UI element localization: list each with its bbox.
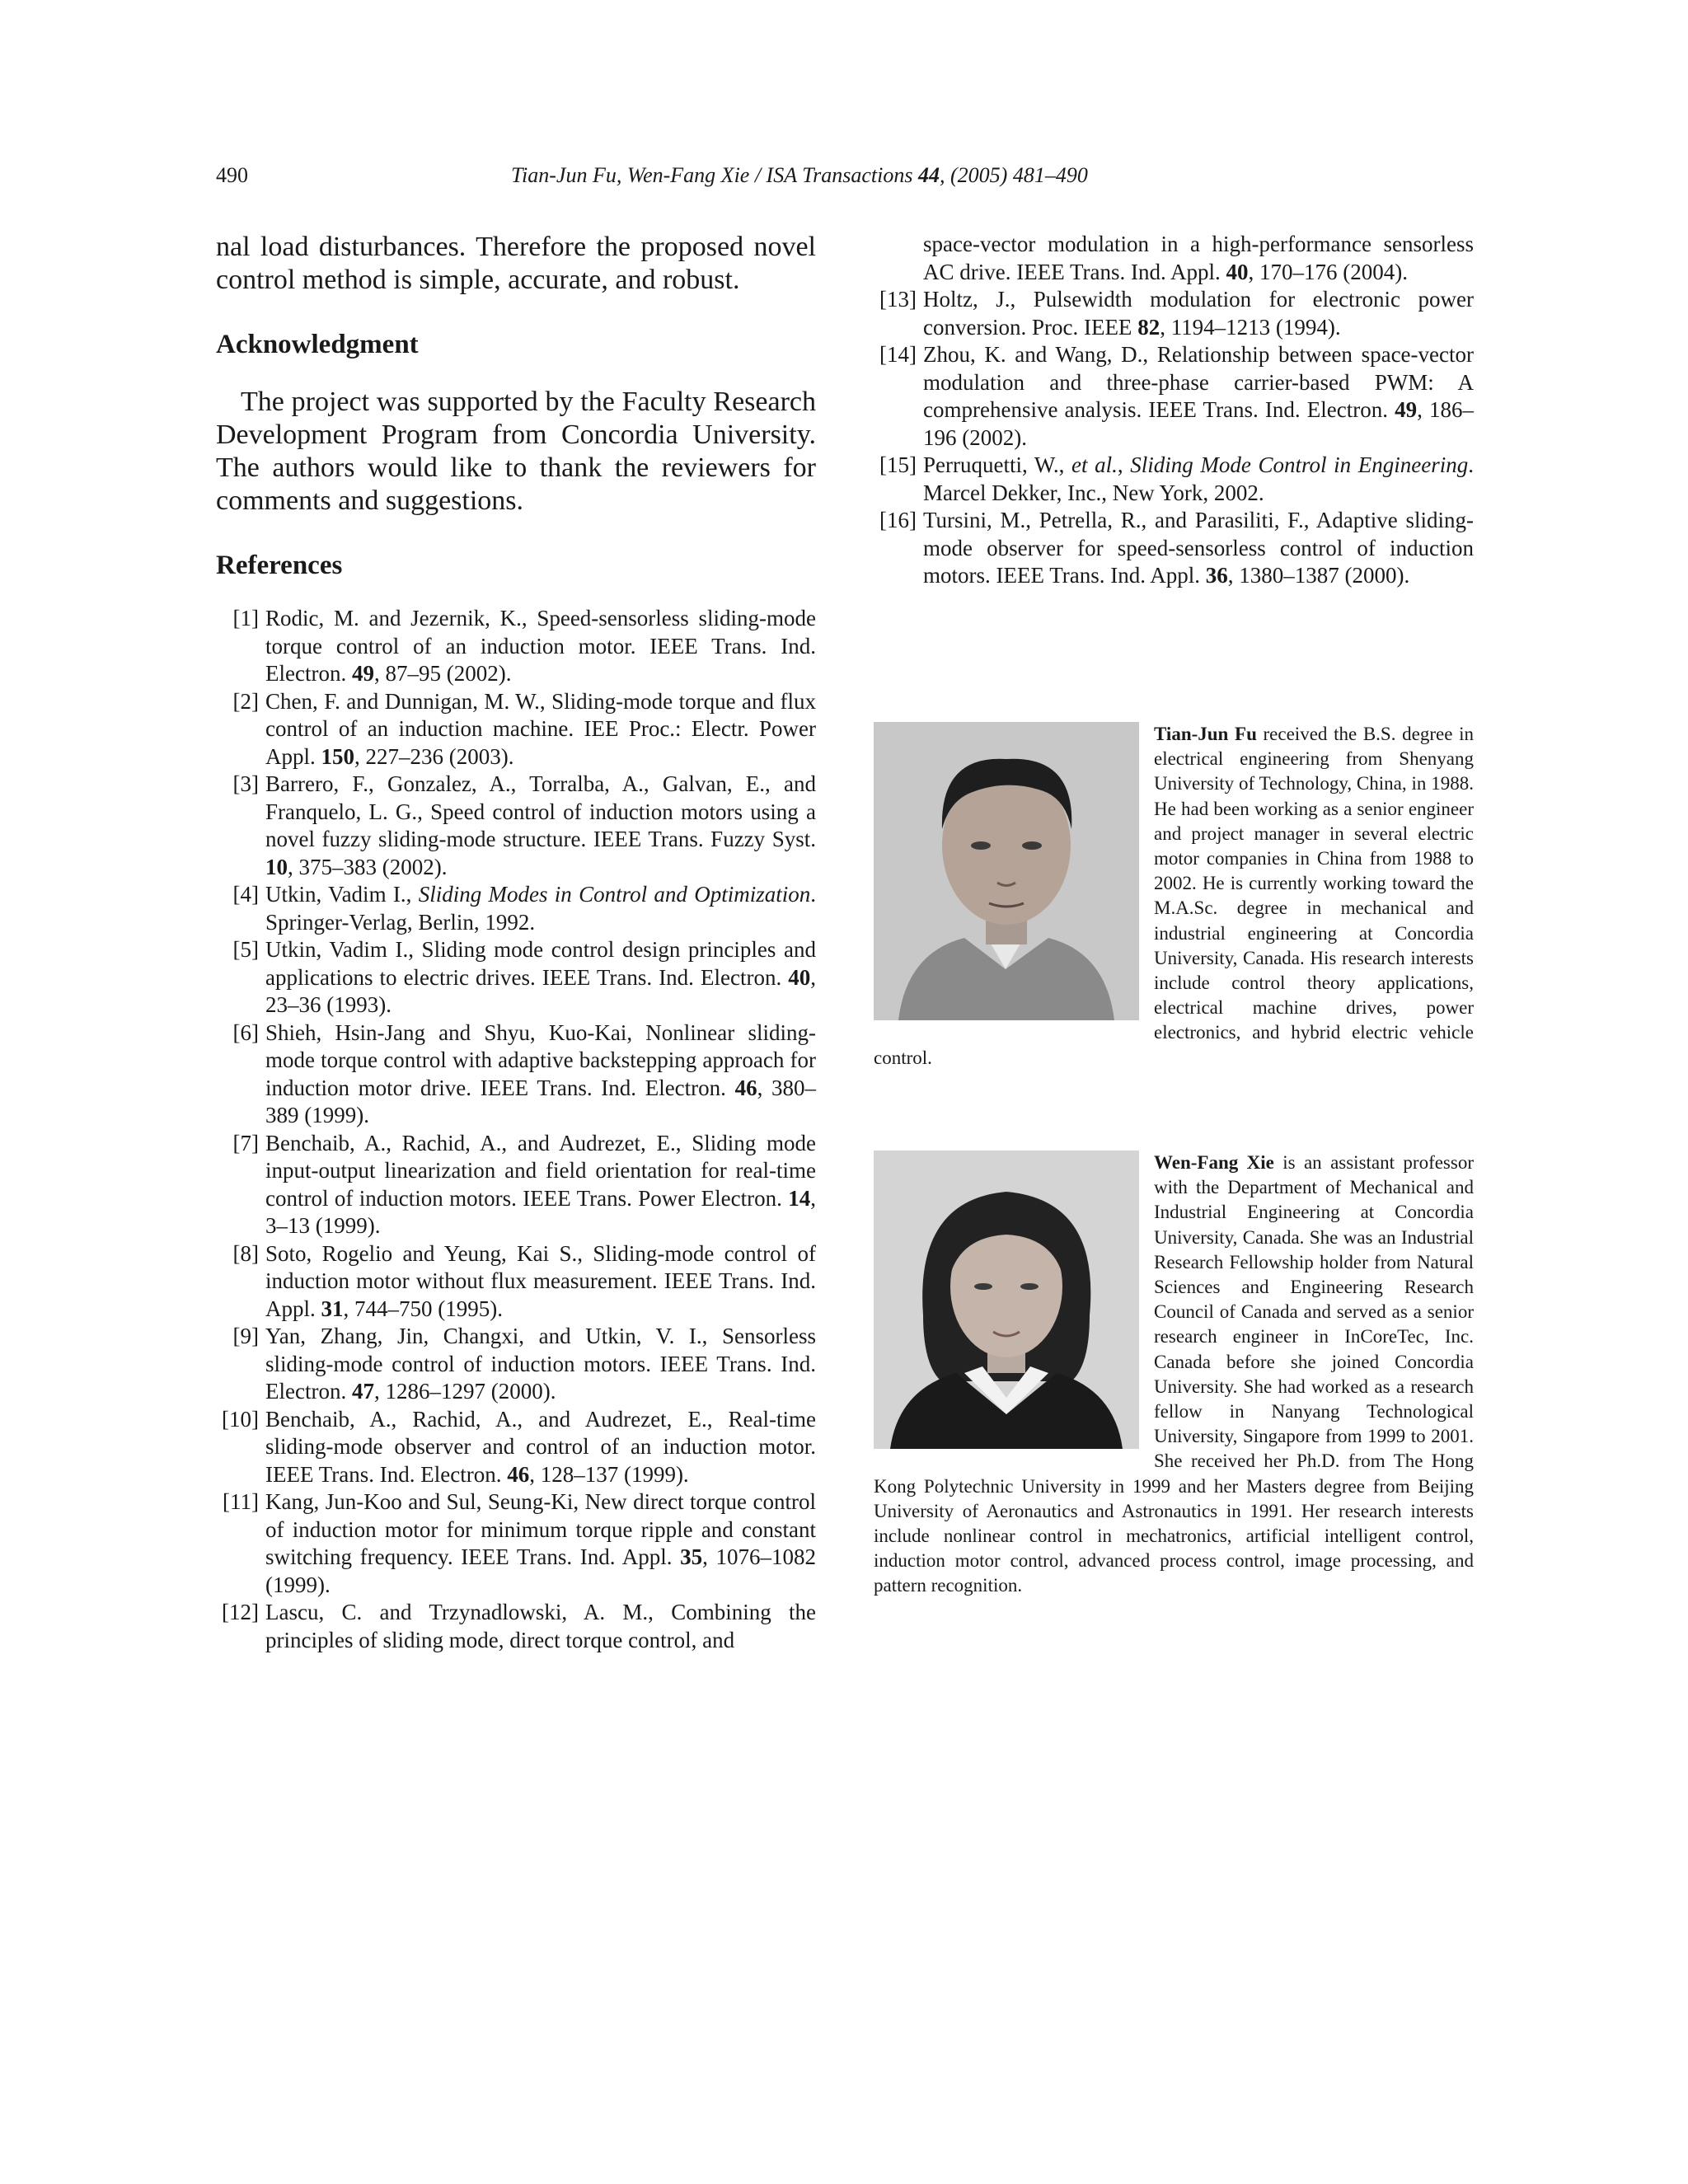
reference-post: , 1286–1297 (2000). — [373, 1379, 556, 1404]
portrait-fu-image — [874, 722, 1139, 1020]
reference-number: [1] — [232, 606, 259, 630]
reference-post: , 227–236 (2003). — [354, 743, 514, 769]
reference-pre: Benchaib, A., Rachid, A., and Audrezet, E., Sliding mode input-output linearization and field orientation for real-time control of induction motors. IEEE Trans. Power Electron. — [265, 1130, 816, 1211]
references-right-items — [874, 286, 1474, 590]
bio-name-fu: Tian-Jun Fu — [1154, 724, 1257, 744]
reference-item — [216, 1240, 816, 1324]
reference-pre: Yan, Zhang, Jin, Changxi, and Utkin, V. I., Sensorless sliding-mode control of induction motors. IEEE Trans. Ind. Electron. — [265, 1324, 816, 1404]
ref-volume: 40 — [1226, 259, 1249, 284]
reference-item — [216, 1323, 816, 1406]
reference-vol: 46 — [734, 1075, 757, 1100]
reference-post: , 128–137 (1999). — [529, 1461, 689, 1487]
reference-number: [16] — [879, 508, 917, 532]
reference-number: [6] — [232, 1019, 259, 1045]
reference-text — [265, 1599, 816, 1654]
reference-vol: 31 — [321, 1296, 344, 1321]
reference-vol: 150 — [321, 743, 354, 769]
reference-pre: Lascu, C. and Trzynadlowski, A. M., Combining the principles of sliding mode, direct torque control, and — [265, 1600, 816, 1652]
reference-item — [216, 881, 816, 936]
reference-post: , 23–36 (1993). — [265, 964, 816, 1017]
reference-post: . Springer-Verlag, Berlin, 1992. — [265, 882, 816, 935]
reference-number: [10] — [222, 1406, 259, 1432]
reference-text — [265, 1406, 816, 1489]
running-head-authors: Tian-Jun Fu, Wen-Fang Xie / ISA Transactions — [511, 163, 918, 187]
reference-12-continuation — [874, 231, 1474, 286]
reference-item — [874, 452, 1474, 507]
acknowledgment-heading: Acknowledgment — [216, 330, 419, 359]
bio-text-xie: is an assistant professor with the Department of Mechanical and Industrial Engineering at Concordia University, Canada. She was an Industrial Research Fellowship holder from Natural Sciences and Engineering Research Council of Canada and served as a senior research engineer in InCoreTec, Inc. Canada before she joined Concordia University. She had worked as a research fellow in Nanyang Technological University, Singapore from 1999 to 2001. She received her Ph.D. from The Hong Kong Polytechnic University in 1999 and her Masters degree from Beijing University of Aeronautics and Astronautics in 1991. Her research interests include nonlinear control in mechatronics, artificial intelligent control, induction motor control, advanced process control, image processing, and pattern recognition. — [874, 1152, 1474, 1596]
left-column — [216, 231, 816, 1654]
reference-number: [7] — [232, 1130, 259, 1155]
reference-item — [216, 1019, 816, 1130]
reference-number: [4] — [232, 882, 259, 907]
ref-pages: , 170–176 (2004). — [1248, 259, 1408, 284]
reference-number: [13] — [879, 287, 917, 312]
ref-text: space-vector modulation in a high-performance sensorless AC drive. IEEE Trans. Ind. Appl. — [923, 232, 1474, 284]
bio-text-fu: received the B.S. degree in electrical engineering from Shenyang University of Technology, China, in 1988. He had been working as a senior engineer and project manager in several electric motor companies in China from 1988 to 2002. He is currently working toward the M.A.Sc. degree in mechanical and industrial engineering at Concordia University, Canada. His research interests include control theory applications, electrical machine drives, power electronics, and hybrid electric vehicle control. — [874, 724, 1474, 1068]
reference-vol: 40 — [788, 964, 811, 990]
reference-pre: Rodic, M. and Jezernik, K., Speed-sensorless sliding-mode torque control of an induction motor. IEEE Trans. Ind. Electron. — [265, 606, 816, 686]
reference-text — [923, 507, 1474, 590]
reference-item — [216, 1599, 816, 1654]
reference-pre: Utkin, Vadim I., — [265, 882, 419, 907]
references-list-right — [874, 231, 1474, 590]
reference-pre: Tursini, M., Petrella, R., and Parasiliti, F., Adaptive sliding-mode observer for speed-sensorless control of induction motors. IEEE Trans. Ind. Appl. — [923, 508, 1474, 588]
reference-pre: Kang, Jun-Koo and Sul, Seung-Ki, New direct torque control of induction motor for minimum torque ripple and constant switching frequency. IEEE Trans. Ind. Appl. — [265, 1489, 816, 1569]
running-head-volume: 44 — [918, 163, 940, 187]
references-heading: References — [216, 551, 343, 580]
reference-pre: Utkin, Vadim I., Sliding mode control design principles and applications to electric drives. IEEE Trans. Ind. Electron. — [265, 937, 816, 990]
reference-post: , 744–750 (1995). — [343, 1296, 503, 1321]
reference-item — [216, 688, 816, 771]
reference-italic: et al. — [1071, 452, 1118, 477]
reference-post: , 186–196 (2002). — [923, 397, 1474, 450]
reference-pre: Benchaib, A., Rachid, A., and Audrezet, E., Real-time sliding-mode observer and control of an induction motor. IEEE Trans. Ind. Electron. — [265, 1406, 816, 1487]
reference-vol: 46 — [507, 1461, 530, 1487]
reference-vol: 36 — [1205, 563, 1228, 588]
reference-item — [874, 286, 1474, 341]
reference-post: , 1194–1213 (1994). — [1160, 314, 1341, 340]
reference-post: , 1380–1387 (2000). — [1227, 563, 1410, 588]
reference-text — [265, 1323, 816, 1406]
reference-pre: Perruquetti, W., — [923, 452, 1071, 477]
reference-vol: 10 — [265, 854, 288, 879]
reference-item — [216, 605, 816, 688]
reference-italic: Sliding Modes in Control and Optimization — [418, 882, 811, 907]
reference-item — [216, 936, 816, 1019]
portrait-xie-image — [874, 1151, 1139, 1449]
acknowledgment-text: The project was supported by the Faculty Research Development Program from Concordia University. The authors would like to thank the reviewers for comments and suggestions. — [216, 387, 816, 516]
reference-number: [15] — [879, 452, 917, 477]
reference-number: [9] — [232, 1324, 259, 1348]
reference-text — [265, 1019, 816, 1130]
running-head — [511, 163, 1088, 188]
reference-text — [265, 605, 816, 688]
references-list-left — [216, 605, 816, 1654]
reference-text — [265, 936, 816, 1019]
reference-item — [874, 507, 1474, 590]
reference-text — [265, 1240, 816, 1324]
reference-text — [265, 881, 816, 936]
right-column — [874, 231, 1474, 1596]
reference-item — [216, 1488, 816, 1599]
reference-pre: Barrero, F., Gonzalez, A., Torralba, A., Galvan, E., and Franquelo, L. G., Speed control of induction motors using a novel fuzzy sliding-mode structure. IEEE Trans. Fuzzy Syst. — [265, 771, 816, 851]
page-number: 490 — [216, 163, 248, 187]
reference-post: , 375–383 (2002). — [288, 854, 448, 879]
reference-post: , 87–95 (2002). — [373, 661, 512, 686]
reference-text — [923, 286, 1474, 341]
reference-vol: 14 — [788, 1185, 811, 1211]
reference-item — [216, 1406, 816, 1489]
reference-text — [923, 452, 1474, 507]
reference-vol: 47 — [351, 1379, 374, 1404]
reference-vol: 35 — [680, 1544, 703, 1569]
reference-text — [265, 771, 816, 881]
reference-pre: Holtz, J., Pulsewidth modulation for electronic power conversion. Proc. IEEE — [923, 287, 1474, 340]
reference-pre: Shieh, Hsin-Jang and Shyu, Kuo-Kai, Nonlinear sliding-mode torque control with adaptive backstepping approach for induction motor drive. IEEE Trans. Ind. Electron. — [265, 1019, 816, 1100]
reference-text — [265, 1488, 816, 1599]
reference-number: [2] — [232, 688, 259, 714]
running-head-pages: , (2005) 481–490 — [940, 163, 1088, 187]
reference-number: [14] — [879, 342, 917, 367]
reference-pre: Soto, Rogelio and Yeung, Kai S., Sliding-mode control of induction motor without flux measurement. IEEE Trans. Ind. Appl. — [265, 1240, 816, 1321]
reference-number: [11] — [223, 1489, 259, 1514]
continuation-paragraph: nal load disturbances. Therefore the proposed novel control method is simple, accurate, and robust. — [216, 232, 816, 295]
reference-vol: 82 — [1137, 314, 1160, 340]
reference-number: [5] — [232, 937, 259, 962]
reference-pre: Zhou, K. and Wang, D., Relationship between space-vector modulation and three-phase carrier-based PWM: A comprehensive analysis. IEEE Trans. Ind. Electron. — [923, 342, 1474, 422]
reference-text — [265, 688, 816, 771]
author-bio-fu — [874, 722, 1474, 1071]
reference-item — [216, 771, 816, 881]
reference-item — [874, 341, 1474, 452]
reference-number: [8] — [232, 1240, 259, 1266]
reference-vol: 49 — [1395, 397, 1418, 422]
author-bio-xie — [874, 1151, 1474, 1599]
reference-text — [265, 1130, 816, 1240]
author-photo-xie — [874, 1151, 1139, 1449]
reference-post: , 3–13 (1999). — [265, 1185, 816, 1238]
reference-pre: Chen, F. and Dunnigan, M. W., Sliding-mode torque and flux control of an induction machine. IEE Proc.: Electr. Power Appl. — [265, 688, 816, 769]
bio-name-xie: Wen-Fang Xie — [1154, 1152, 1274, 1173]
reference-number: [12] — [222, 1600, 259, 1624]
reference-item — [216, 1130, 816, 1240]
reference-vol: 49 — [351, 661, 374, 686]
reference-number: [3] — [232, 771, 259, 796]
author-photo-fu — [874, 722, 1139, 1020]
reference-post: . Marcel Dekker, Inc., New York, 2002. — [923, 452, 1474, 505]
reference-mid: , — [1117, 452, 1131, 477]
reference-text — [923, 341, 1474, 452]
reference-post: , 380–389 (1999). — [265, 1075, 816, 1127]
reference-post: , 1076–1082 (1999). — [265, 1544, 817, 1597]
reference-italic2: Sliding Mode Control in Engineering — [1130, 452, 1469, 477]
